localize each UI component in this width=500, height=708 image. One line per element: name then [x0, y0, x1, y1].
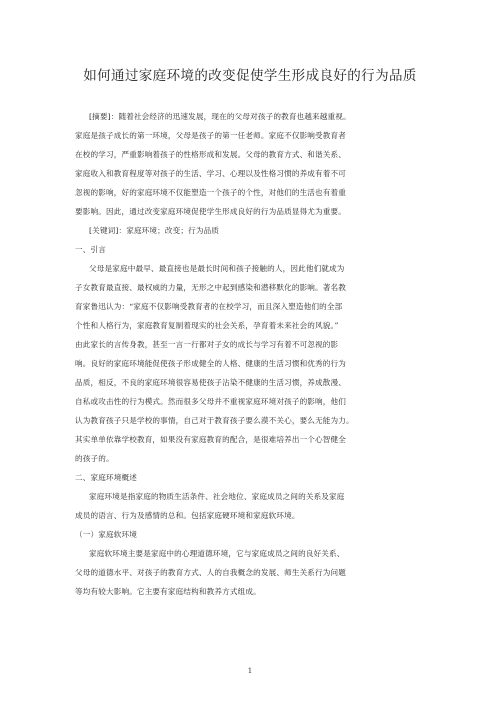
intro-line-5: 由此家长的言传身教，甚至一言一行都对子女的成长与学习有着不可忽视的影 [75, 340, 339, 349]
overview-line-1: 家庭环境是指家庭的物质生活条件、社会地位、家庭成员之间的关系及家庭 [89, 492, 345, 501]
intro-line-10: 其实单单依靠学校教育，如果没有家庭教育的配合，是很难培养出一个心智健全 [75, 435, 347, 444]
abstract-line-6: 要影响。因此，通过改变家庭环境促使学生形成良好的行为品质显得尤为重要。 [75, 207, 347, 216]
subsection-heading-soft-environment: （一）家庭软环境 [75, 530, 137, 539]
abstract-line-2: 家庭是孩子成长的第一环境，父母是孩子的第一任老师。家庭不仅影响受教育者 [75, 131, 347, 140]
abstract-line-5: 忽视的影响，好的家庭环境不仅能塑造一个孩子的个性，对他们的生活也有着重 [75, 188, 347, 197]
intro-line-6: 响。良好的家庭环境能促使孩子形成健全的人格、健康的生活习惯和优秀的行为 [75, 359, 347, 368]
soft-env-line-3: 等均有较大影响。它主要有家庭结构和教养方式组成。 [75, 587, 261, 596]
overview-line-2: 成员的语言、行为及感情的总和。包括家庭硬环境和家庭软环境。 [75, 511, 300, 520]
section-heading-introduction: 一、引言 [75, 245, 106, 254]
abstract-line-4: 家庭收入和教育程度等对孩子的生活、学习、心理以及性格习惯的养成有着不可 [75, 169, 347, 178]
intro-line-2: 子女教育最直接、最权威的力量，无形之中起到感染和潜移默化的影响。著名教 [75, 283, 347, 292]
abstract-line-1: [摘要]：随着社会经济的迅速发展，现在的父母对孩子的教育也越来越重视。 [89, 112, 351, 121]
abstract-line-3: 在校的学习，严重影响着孩子的性格形成和发展。父母的教育方式、和谐关系、 [75, 150, 347, 159]
keywords-line: [关键词]：家庭环境；改变；行为品质 [89, 226, 220, 235]
intro-line-8: 自私或攻击性的行为模式。然而很多父母并不重视家庭环境对孩子的影响，他们 [75, 397, 347, 406]
intro-line-9: 认为教育孩子只是学校的事情，自己对于教育孩子要么漠不关心，要么无能为力。 [75, 416, 354, 425]
intro-line-1: 父母是家庭中最早、最直接也是最长时间和孩子接触的人，因此他们就成为 [89, 264, 345, 273]
intro-line-3: 育家鲁迅认为：“家庭不仅影响受教育者的在校学习，而且深入塑造他们的全部 [75, 302, 343, 311]
document-title: 如何通过家庭环境的改变促使学生形成良好的行为品质 [83, 68, 417, 84]
intro-line-7: 品质，相反，不良的家庭环境很容易使孩子沾染不健康的生活习惯，养成散漫、 [75, 378, 347, 387]
soft-env-line-2: 父母的道德水平、对孩子的教育方式、人的自我概念的发展、师生关系行为问题 [75, 568, 347, 577]
soft-env-line-1: 家庭软环境主要是家庭中的心理道德环境，它与家庭成员之间的良好关系、 [89, 549, 345, 558]
page-number: 1 [247, 667, 253, 675]
intro-line-11: 的孩子的。 [75, 454, 114, 463]
intro-line-4: 个性和人格行为，家庭教育复制着现实的社会关系，孕育着未来社会的风貌。” [75, 321, 339, 330]
section-heading-overview: 二、家庭环境概述 [75, 473, 137, 482]
